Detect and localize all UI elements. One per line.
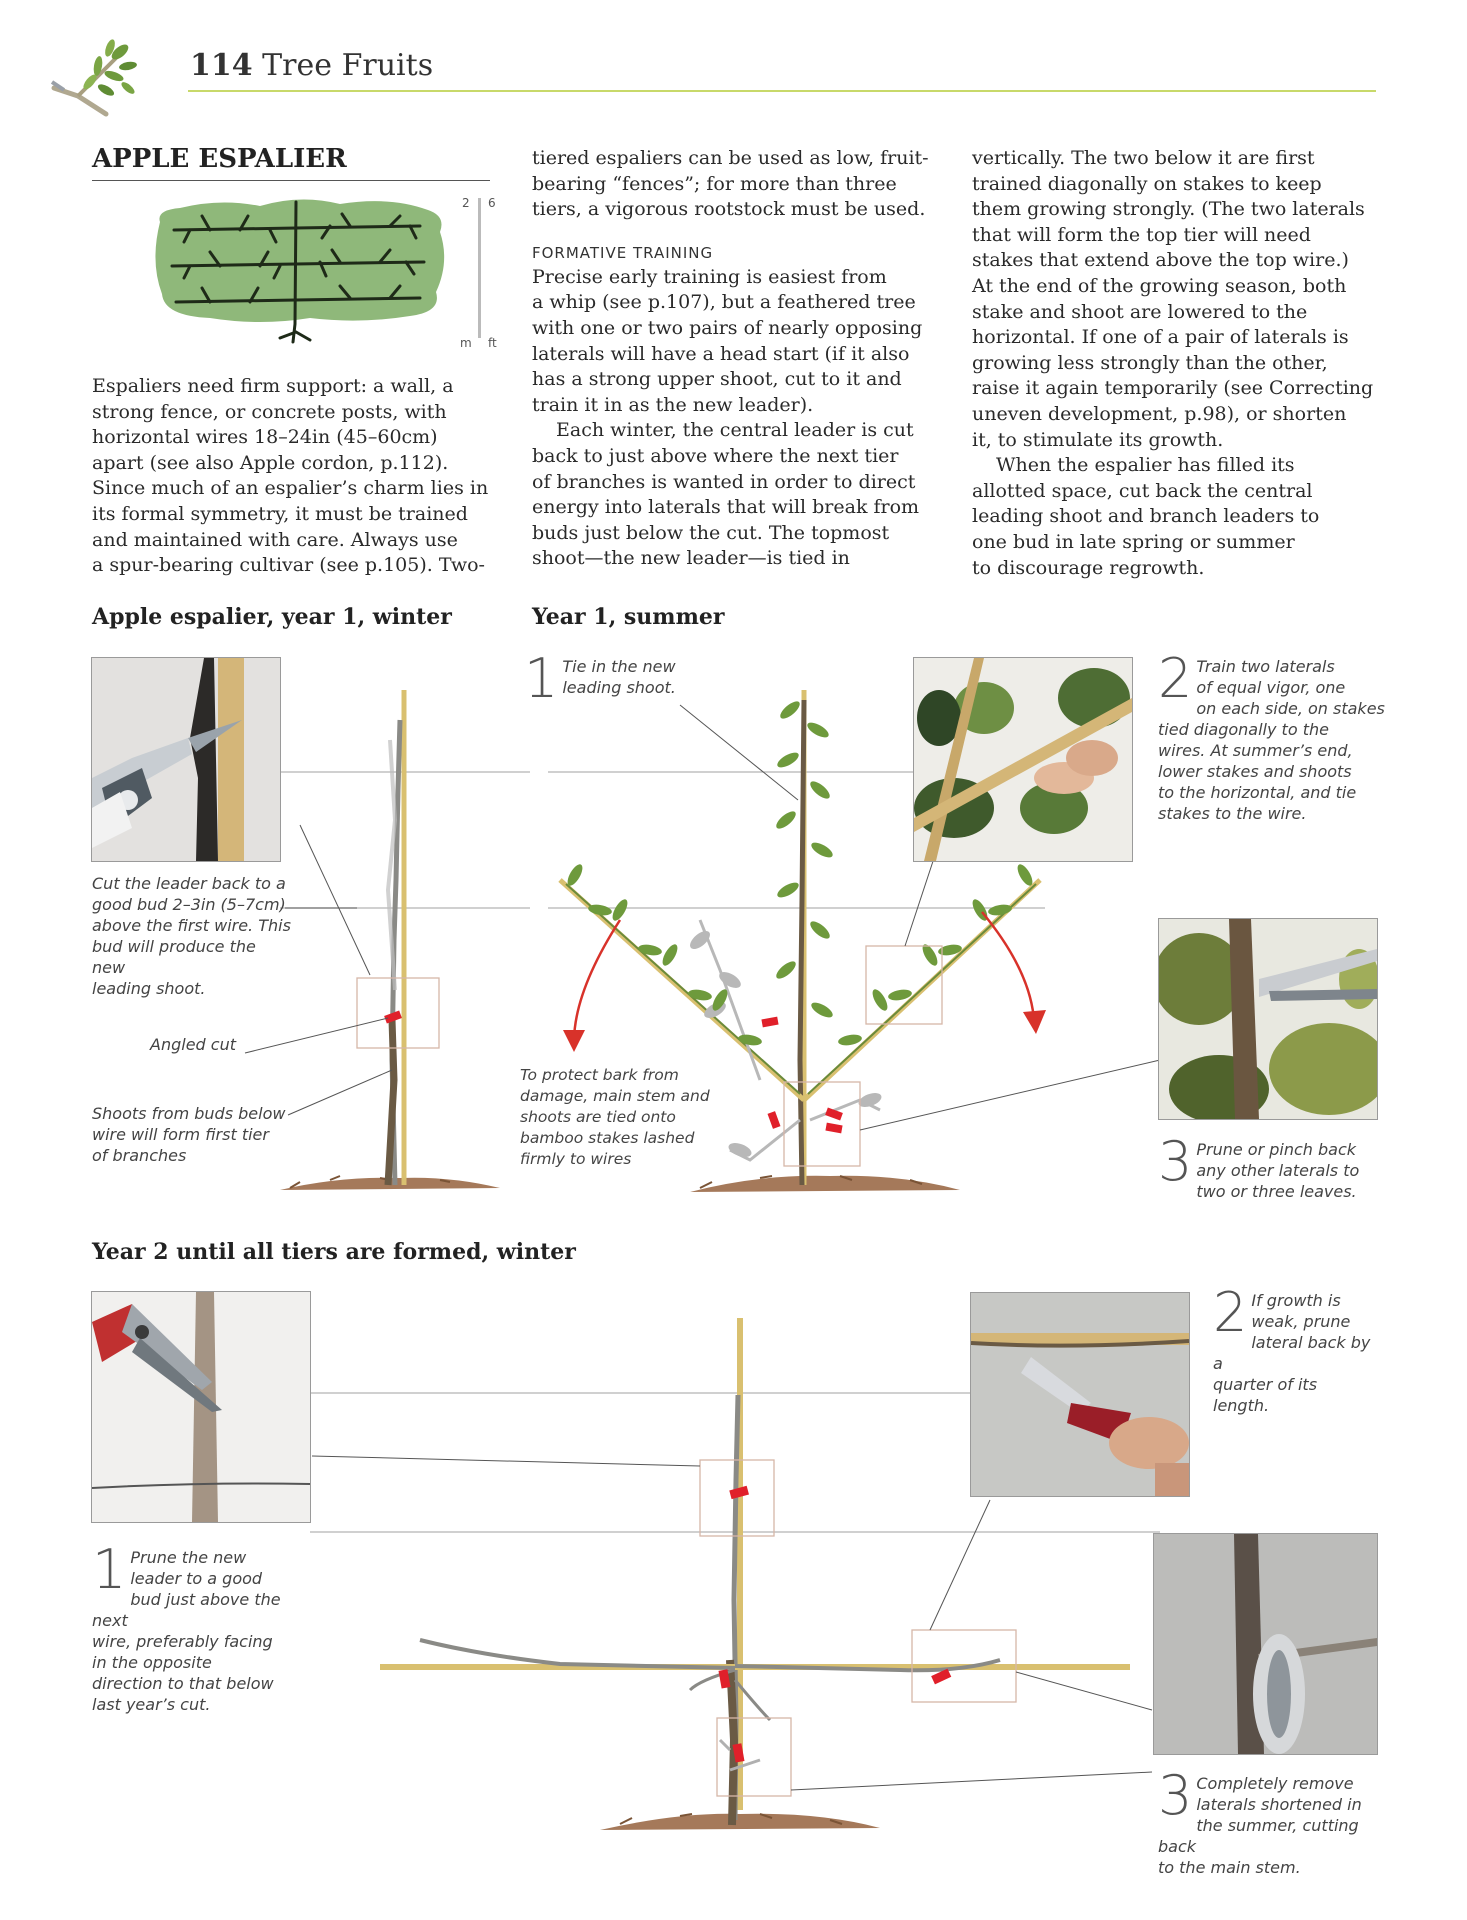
caption-step1-year2	[92, 1538, 312, 1715]
text-line: of branches is wanted in order to direct	[532, 470, 916, 493]
photo-tying-lateral	[913, 657, 1133, 862]
caption-line: Tie in the new	[562, 657, 676, 676]
step-number: 3	[1158, 1764, 1193, 1827]
step-number: 2	[1213, 1281, 1248, 1344]
article-title: APPLE ESPALIER	[92, 144, 347, 174]
caption-line: Completely remove	[1196, 1774, 1354, 1793]
heading-year2-winter: Year 2 until all tiers are formed, winter	[92, 1239, 576, 1265]
caption-line: in the opposite	[92, 1653, 212, 1672]
photo-pruning-weak-lateral	[970, 1292, 1190, 1497]
text-line: bearing “fences”; for more than three	[532, 172, 897, 195]
text-line: one bud in late spring or summer	[972, 530, 1295, 553]
caption-line: two or three leaves.	[1196, 1182, 1357, 1201]
text-line: uneven development, p.98), or shorten	[972, 402, 1347, 425]
text-line: it, to stimulate its growth.	[972, 428, 1224, 451]
text-line: Each winter, the central leader is cut	[556, 419, 914, 442]
text-line: growing less strongly than the other,	[972, 351, 1328, 374]
text-line: back to just above where the next tier	[532, 444, 899, 467]
caption-line: to the horizontal, and tie	[1158, 783, 1357, 802]
header-rule	[188, 90, 1376, 92]
caption-line: tied diagonally to the	[1158, 720, 1329, 739]
photo-pinching-lateral	[1158, 918, 1378, 1120]
text-line: tiered espaliers can be used as low, fruit-	[532, 147, 929, 169]
caption-line: If growth is	[1251, 1291, 1341, 1310]
caption-line: last year’s cut.	[92, 1695, 211, 1714]
text-column-3	[972, 146, 1382, 581]
text-line: a whip (see p.107), but a feathered tree	[532, 291, 916, 314]
text-column-2	[532, 146, 942, 572]
photo-pruning-new-leader	[91, 1291, 311, 1523]
caption-step2-summer	[1158, 647, 1388, 824]
text-line: its formal symmetry, it must be trained	[92, 502, 468, 525]
text-line: Precise early training is easiest from	[532, 265, 887, 288]
text-line: trained diagonally on stakes to keep	[972, 172, 1322, 195]
caption-line: the summer, cutting back	[1158, 1816, 1359, 1856]
header-sprig-icon	[48, 36, 138, 122]
text-line: vertically. The two below it are first	[972, 147, 1315, 169]
caption-line: leading shoot.	[562, 678, 676, 697]
text-line: leading shoot and branch leaders to	[972, 505, 1320, 528]
text-line: Since much of an espalier’s charm lies in	[92, 477, 489, 500]
espalier-silhouette	[150, 192, 450, 347]
scale-bar	[478, 198, 481, 338]
caption-line: wire, preferably facing	[92, 1632, 273, 1651]
text-line: allotted space, cut back the central	[972, 479, 1313, 502]
caption-line: damage, main stem and	[520, 1087, 710, 1105]
text-line: them growing strongly. (The two laterals	[972, 198, 1365, 221]
caption-line: leader to a good	[130, 1569, 263, 1588]
caption-line: shoots are tied onto	[520, 1108, 676, 1126]
text-line: a spur-bearing cultivar (see p.105). Two-	[92, 554, 485, 577]
caption-line: above the first wire. This	[92, 916, 291, 935]
text-line: shoot—the new leader—is tied in	[532, 547, 850, 570]
step-number: 2	[1158, 647, 1193, 710]
caption-line: firmly to wires	[520, 1150, 632, 1168]
caption-step2-year2	[1213, 1281, 1383, 1416]
text-line: tiers, a vigorous rootstock must be used.	[532, 198, 926, 221]
step-number: 1	[524, 647, 559, 710]
caption-line: stakes to the wire.	[1158, 804, 1307, 823]
caption-protect-bark	[520, 1065, 720, 1170]
caption-line: quarter of its	[1213, 1375, 1318, 1394]
text-line: energy into laterals that will break from	[532, 496, 920, 519]
caption-cut-leader	[92, 873, 292, 999]
caption-line: bamboo stakes lashed	[520, 1129, 695, 1147]
text-line: and maintained with care. Always use	[92, 528, 458, 551]
text-line: has a strong upper shoot, cut to it and	[532, 368, 902, 391]
text-line: horizontal. If one of a pair of laterals is	[972, 326, 1349, 349]
caption-line: To protect bark from	[520, 1066, 679, 1084]
caption-line: Shoots from buds below	[92, 1104, 286, 1123]
text-line: to discourage regrowth.	[972, 556, 1205, 579]
heading-year1-summer: Year 1, summer	[532, 604, 725, 630]
scale-m-label: m	[460, 336, 472, 350]
text-line: that will form the top tier will need	[972, 223, 1311, 246]
formative-heading: FORMATIVE TRAINING	[532, 243, 714, 262]
caption-line: any other laterals to	[1196, 1161, 1360, 1180]
caption-step3-year2	[1158, 1764, 1388, 1878]
caption-shoots-below	[92, 1103, 292, 1166]
caption-line: laterals shortened in	[1196, 1795, 1362, 1814]
caption-line: lateral back by a	[1213, 1333, 1371, 1373]
caption-line: Cut the leader back to a	[92, 874, 286, 893]
caption-line: bud just above the next	[92, 1590, 281, 1630]
text-line: apart (see also Apple cordon, p.112).	[92, 451, 449, 474]
section-title: Tree Fruits	[262, 48, 434, 83]
page-header	[190, 48, 433, 83]
text-line: horizontal wires 18–24in (45–60cm)	[92, 426, 438, 449]
caption-line: Prune the new	[130, 1548, 247, 1567]
scale-ft-value: 6	[488, 196, 496, 210]
scale-ft-label: ft	[488, 336, 497, 350]
heading-year1-winter: Apple espalier, year 1, winter	[92, 604, 452, 630]
caption-line: of equal vigor, one	[1196, 678, 1346, 697]
caption-line: of branches	[92, 1146, 187, 1165]
text-line: Espaliers need firm support: a wall, a	[92, 375, 454, 397]
caption-line: to the main stem.	[1158, 1858, 1301, 1877]
step-number: 3	[1158, 1130, 1193, 1193]
caption-line: wires. At summer’s end,	[1158, 741, 1353, 760]
photo-removing-lateral	[1153, 1533, 1378, 1755]
caption-line: length.	[1213, 1396, 1270, 1415]
caption-line: lower stakes and shoots	[1158, 762, 1352, 781]
caption-line: good bud 2–3in (5–7cm)	[92, 895, 286, 914]
title-rule	[92, 180, 490, 181]
text-line: strong fence, or concrete posts, with	[92, 400, 447, 423]
caption-step1-summer	[524, 647, 724, 710]
caption-line: leading shoot.	[92, 979, 206, 998]
photo-pruning-leader	[91, 657, 281, 862]
caption-line: on each side, on stakes	[1196, 699, 1385, 718]
step-number: 1	[92, 1538, 127, 1601]
caption-line: Train two laterals	[1196, 657, 1335, 676]
text-line: At the end of the growing season, both	[972, 274, 1347, 297]
scale-m-value: 2	[462, 196, 470, 210]
caption-step3-summer	[1158, 1130, 1388, 1202]
caption-angled-cut: Angled cut	[150, 1035, 236, 1054]
caption-line: bud will produce the new	[92, 937, 256, 977]
caption-line: direction to that below	[92, 1674, 274, 1693]
text-line: with one or two pairs of nearly opposing	[532, 316, 923, 339]
text-line: laterals will have a head start (if it also	[532, 342, 910, 365]
text-line: stakes that extend above the top wire.)	[972, 249, 1349, 272]
caption-line: wire will form first tier	[92, 1125, 269, 1144]
caption-line: Prune or pinch back	[1196, 1140, 1357, 1159]
text-line: stake and shoot are lowered to the	[972, 300, 1308, 323]
text-line: train it in as the new leader).	[532, 393, 814, 416]
caption-line: weak, prune	[1251, 1312, 1351, 1331]
page-number: 114	[190, 48, 253, 83]
text-line: buds just below the cut. The topmost	[532, 521, 890, 544]
intro-column-1	[92, 374, 492, 579]
text-line: raise it again temporarily (see Correcting	[972, 377, 1374, 400]
text-line: When the espalier has filled its	[996, 454, 1295, 477]
